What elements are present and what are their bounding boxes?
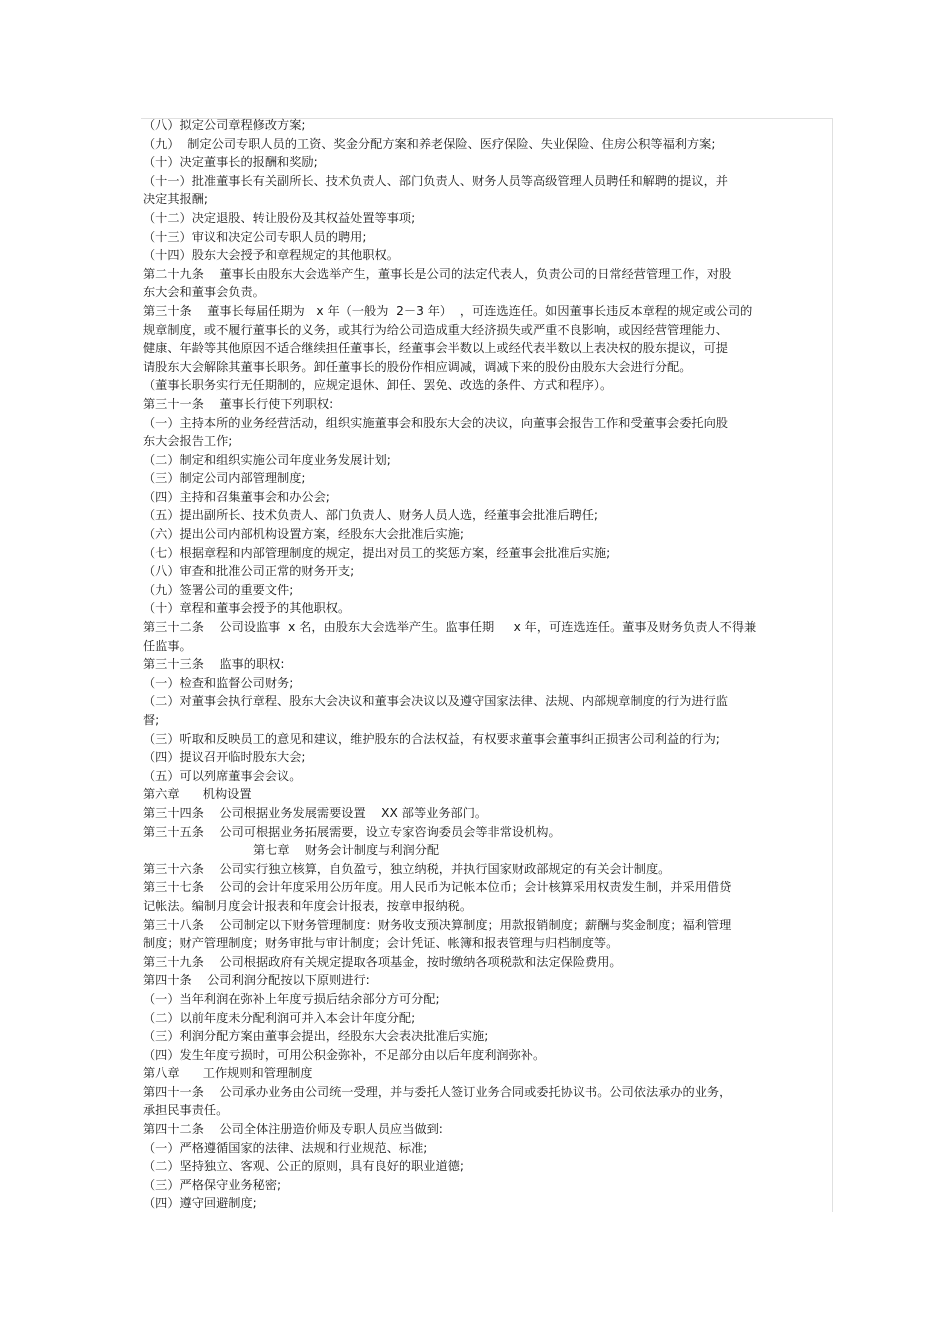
text-line: （三）利润分配方案由董事会提出，经股东大会表决批准后实施; (143, 1029, 489, 1044)
article-29: 第二十九条 董事长由股东大会选举产生，董事长是公司的法定代表人，负责公司的日常经营管理工作，对股 (143, 266, 732, 281)
article-35: 第三十五条 公司可根据业务拓展需要，设立专家咨询委员会等非常设机构。 (143, 824, 561, 839)
text-line: （一）当年利润在弥补上年度亏损后结余部分方可分配; (143, 991, 440, 1006)
text-line: （十三）审议和决定公司专职人员的聘用; (143, 229, 367, 244)
article-36: 第三十六条 公司实行独立核算，自负盈亏，独立纳税，并执行国家财政部规定的有关会计制度。 (143, 861, 671, 876)
article-32: 第三十二条 公司设监事 x 名，由股东大会选举产生。监事任期 x 年，可连选连任。董事及财务负责人不得兼 (143, 620, 757, 635)
text-line: （四）发生年度亏损时，可用公积金弥补，不足部分由以后年度利润弥补。 (143, 1047, 546, 1062)
text-line: 决定其报酬; (143, 192, 209, 207)
text-line: （五）提出副所长、技术负责人、部门负责人、财务人员人选，经董事会批准后聘任; (143, 508, 599, 523)
article-39: 第三十九条 公司根据政府有关规定提取各项基金，按时缴纳各项税款和法定保险费用。 (143, 954, 622, 969)
text-line: （十二）决定退股、转让股份及其权益处置等事项; (143, 210, 416, 225)
text-line: （七）根据章程和内部管理制度的规定，提出对员工的奖惩方案，经董事会批准后实施; (143, 545, 611, 560)
text-line: 规章制度，或不履行董事长的义务，或其行为给公司造成重大经济损失或严重不良影响，或因经营管理能力、 (143, 322, 728, 337)
chapter-8-heading: 第八章 工作规则和管理制度 (143, 1066, 313, 1081)
text-line: 督; (143, 713, 160, 727)
text-line: （一）检查和监督公司财务; (143, 675, 294, 690)
text-line: （十一）批准董事长有关副所长、技术负责人、部门负责人、财务人员等高级管理人员聘任和解聘的提议，并 (143, 173, 728, 188)
text-line: （二）制定和组织实施公司年度业务发展计划; (143, 452, 391, 467)
article-30: 第三十条 董事长每届任期为 x 年（一般为 2－3 年） ，可连选连任。如因董事长违反本章程的规定或公司的 (143, 303, 753, 318)
text-line: （四）主持和召集董事会和办公会; (143, 489, 330, 504)
document-body (143, 116, 823, 1213)
chapter-7-heading: 第七章 财务会计制度与利润分配 (253, 843, 440, 858)
text-line: 任监事。 (143, 638, 192, 653)
text-line: （三）严格保守业务秘密; (143, 1177, 282, 1192)
text-line: （八）拟定公司章程修改方案; (143, 118, 306, 132)
article-31: 第三十一条 董事长行使下列职权: (143, 396, 334, 411)
text-line: （九） 制定公司专职人员的工资、奖金分配方案和养老保险、医疗保险、失业保险、住房公积等福利方案; (143, 136, 716, 151)
text-line: 承担民事责任。 (143, 1103, 229, 1118)
text-line: 记帐法。编制月度会计报表和年度会计报表，按章申报纳税。 (143, 898, 473, 913)
text-line: （董事长职务实行无任期制的，应规定退休、卸任、罢免、改选的条件、方式和程序）。 (143, 378, 613, 393)
text-line: 健康、年龄等其他原因不适合继续担任董事长，经董事会半数以上或经代表半数以上表决权的股东提议，可提 (143, 341, 728, 356)
text-line: （九）签署公司的重要文件; (143, 582, 294, 597)
article-33: 第三十三条 监事的职权: (143, 657, 285, 672)
text-line: （二）对董事会执行章程、股东大会决议和董事会决议以及遵守国家法律、法规、内部规章制度的行为进行监 (143, 694, 728, 709)
text-line: （三）听取和反映员工的意见和建议，维护股东的合法权益，有权要求董事会董事纠正损害公司利益的行为; (143, 731, 720, 746)
text-line: （四）遵守回避制度; (143, 1196, 257, 1211)
article-40: 第四十条 公司利润分配按以下原则进行: (143, 973, 370, 988)
text-line: （六）提出公司内部机构设置方案，经股东大会批准后实施; (143, 527, 464, 542)
text-line: 东大会和董事会负责。 (143, 285, 265, 300)
text-line: （二）以前年度未分配利润可并入本会计年度分配; (143, 1010, 416, 1025)
chapter-6-heading: 第六章 机构设置 (143, 787, 252, 802)
text-line: （十四）股东大会授予和章程规定的其他职权。 (143, 248, 399, 263)
article-34: 第三十四条 公司根据业务发展需要设置 XX 部等业务部门。 (143, 805, 488, 820)
article-38: 第三十八条 公司制定以下财务管理制度：财务收支预决算制度；用款报销制度；薪酬与奖金制度；福利管理 (143, 917, 732, 932)
article-37: 第三十七条 公司的会计年度采用公历年度。用人民币为记帐本位币；会计核算采用权责发生制，并采用借贷 (143, 880, 732, 895)
text-line: （一）严格遵循国家的法律、法规和行业规范、标准; (143, 1140, 428, 1155)
text-line: （十）章程和董事会授予的其他职权。 (143, 601, 351, 616)
article-42: 第四十二条 公司全体注册造价师及专职人员应当做到: (143, 1122, 443, 1137)
text-line: 制度；财产管理制度；财务审批与审计制度；会计凭证、帐簿和报表管理与归档制度等。 (143, 936, 619, 951)
text-line: 请股东大会解除其董事长职务。卸任董事长的股份作相应调减，调减下来的股份由股东大会进行分配。 (143, 359, 692, 374)
article-41: 第四十一条 公司承办业务由公司统一受理，并与委托人签订业务合同或委托协议书。公司依法承办的业务， (143, 1084, 732, 1099)
text-line: （十）决定董事长的报酬和奖励; (143, 155, 318, 170)
text-line: （一）主持本所的业务经营活动，组织实施董事会和股东大会的决议，向董事会报告工作和受董事会委托向股 (143, 415, 728, 430)
text-line: （三）制定公司内部管理制度; (143, 471, 306, 486)
text-line: （五）可以列席董事会会议。 (143, 768, 302, 783)
text-line: 东大会报告工作; (143, 434, 233, 449)
text-line: （四）提议召开临时股东大会; (143, 750, 306, 765)
text-line: （二）坚持独立、客观、公正的原则，具有良好的职业道德; (143, 1159, 464, 1174)
text-line: （八）审查和批准公司正常的财务开支; (143, 564, 355, 579)
